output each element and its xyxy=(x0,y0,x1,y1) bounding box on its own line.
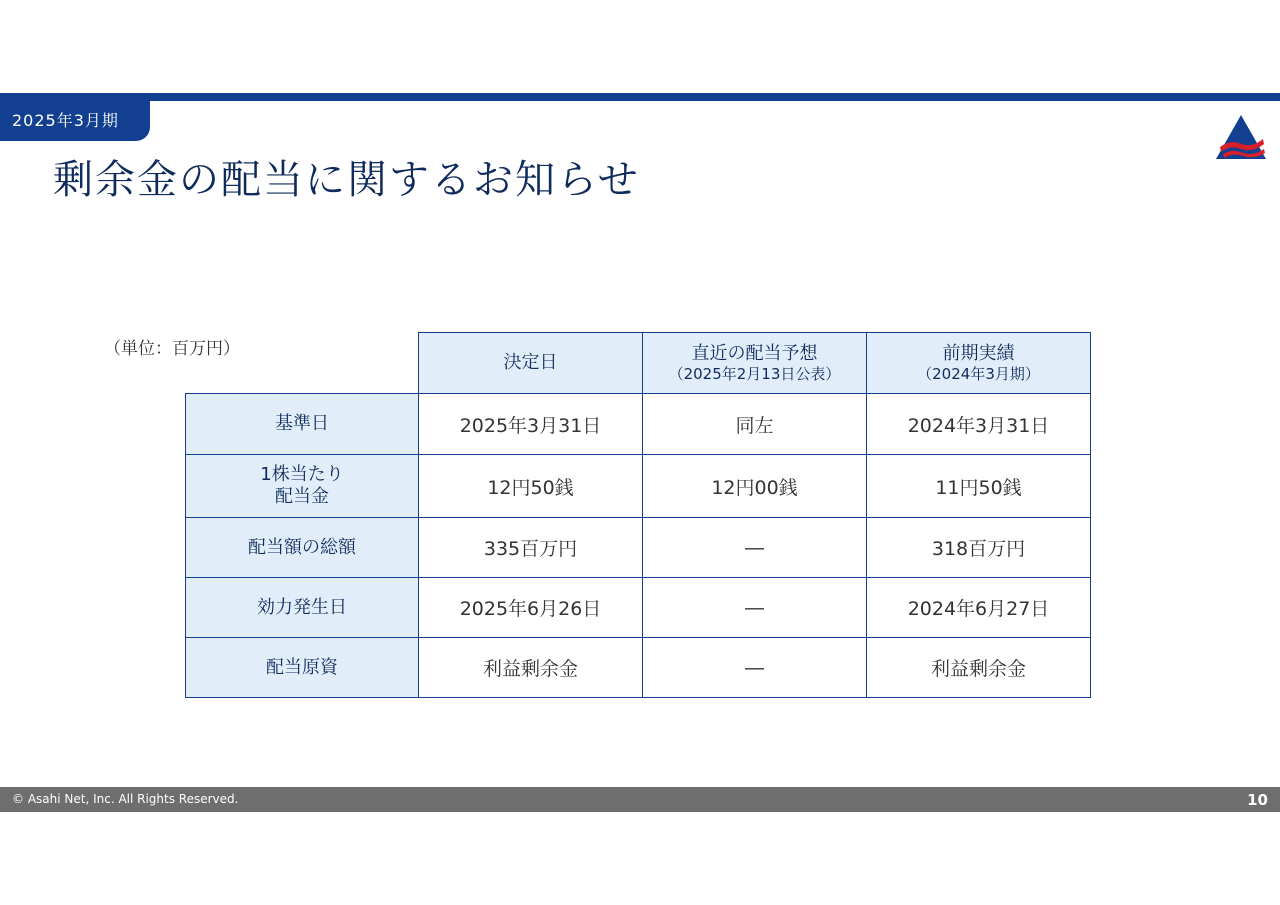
row-header: 効力発生日 xyxy=(186,578,419,638)
table-cell: 利益剰余金 xyxy=(419,638,643,698)
table-header-row xyxy=(186,333,1091,394)
table-cell: 2025年6月26日 xyxy=(419,578,643,638)
table-cell: 2024年6月27日 xyxy=(867,578,1091,638)
table-row xyxy=(186,578,1091,638)
column-header-sublabel: （2024年3月期） xyxy=(917,365,1040,383)
row-header: 配当原資 xyxy=(186,638,419,698)
row-header: 基準日 xyxy=(186,394,419,455)
column-header-label: 決定日 xyxy=(503,352,558,373)
unit-note: （単位：百万円） xyxy=(104,339,240,359)
table-cell: 11円50銭 xyxy=(867,455,1091,518)
column-header-decision-date xyxy=(419,333,643,394)
page-title: 剰余金の配当に関するお知らせ xyxy=(53,157,640,203)
row-header: 配当額の総額 xyxy=(186,518,419,578)
table-cell: 2024年3月31日 xyxy=(867,394,1091,455)
table-cell: 12円50銭 xyxy=(419,455,643,518)
header-accent-bar xyxy=(0,93,1280,101)
column-header-previous-results xyxy=(867,333,1091,394)
column-header-forecast xyxy=(643,333,867,394)
table-cell: 335百万円 xyxy=(419,518,643,578)
table-cell: 318百万円 xyxy=(867,518,1091,578)
column-header-label: 直近の配当予想 xyxy=(691,343,818,364)
row-header: 1株当たり 配当金 xyxy=(186,455,419,518)
table-row xyxy=(186,638,1091,698)
table-row xyxy=(186,394,1091,455)
page-number: 10 xyxy=(1247,791,1268,809)
footer-bar xyxy=(0,787,1280,812)
copyright-text: © Asahi Net, Inc. All Rights Reserved. xyxy=(12,792,239,806)
table-cell: 12円00銭 xyxy=(643,455,867,518)
table-cell: ― xyxy=(643,638,867,698)
table-cell: 2025年3月31日 xyxy=(419,394,643,455)
table-cell: 同左 xyxy=(643,394,867,455)
table-cell: 利益剰余金 xyxy=(867,638,1091,698)
table-row xyxy=(186,518,1091,578)
column-header-sublabel: （2025年2月13日公表） xyxy=(668,365,841,383)
table-cell: ― xyxy=(643,518,867,578)
table-row xyxy=(186,455,1091,518)
table-corner-cell xyxy=(186,333,419,394)
fiscal-period-tab: 2025年3月期 xyxy=(0,101,150,141)
table-cell: ― xyxy=(643,578,867,638)
company-logo-icon xyxy=(1214,113,1268,161)
column-header-label: 前期実績 xyxy=(942,343,1015,364)
dividend-table xyxy=(185,332,1091,698)
